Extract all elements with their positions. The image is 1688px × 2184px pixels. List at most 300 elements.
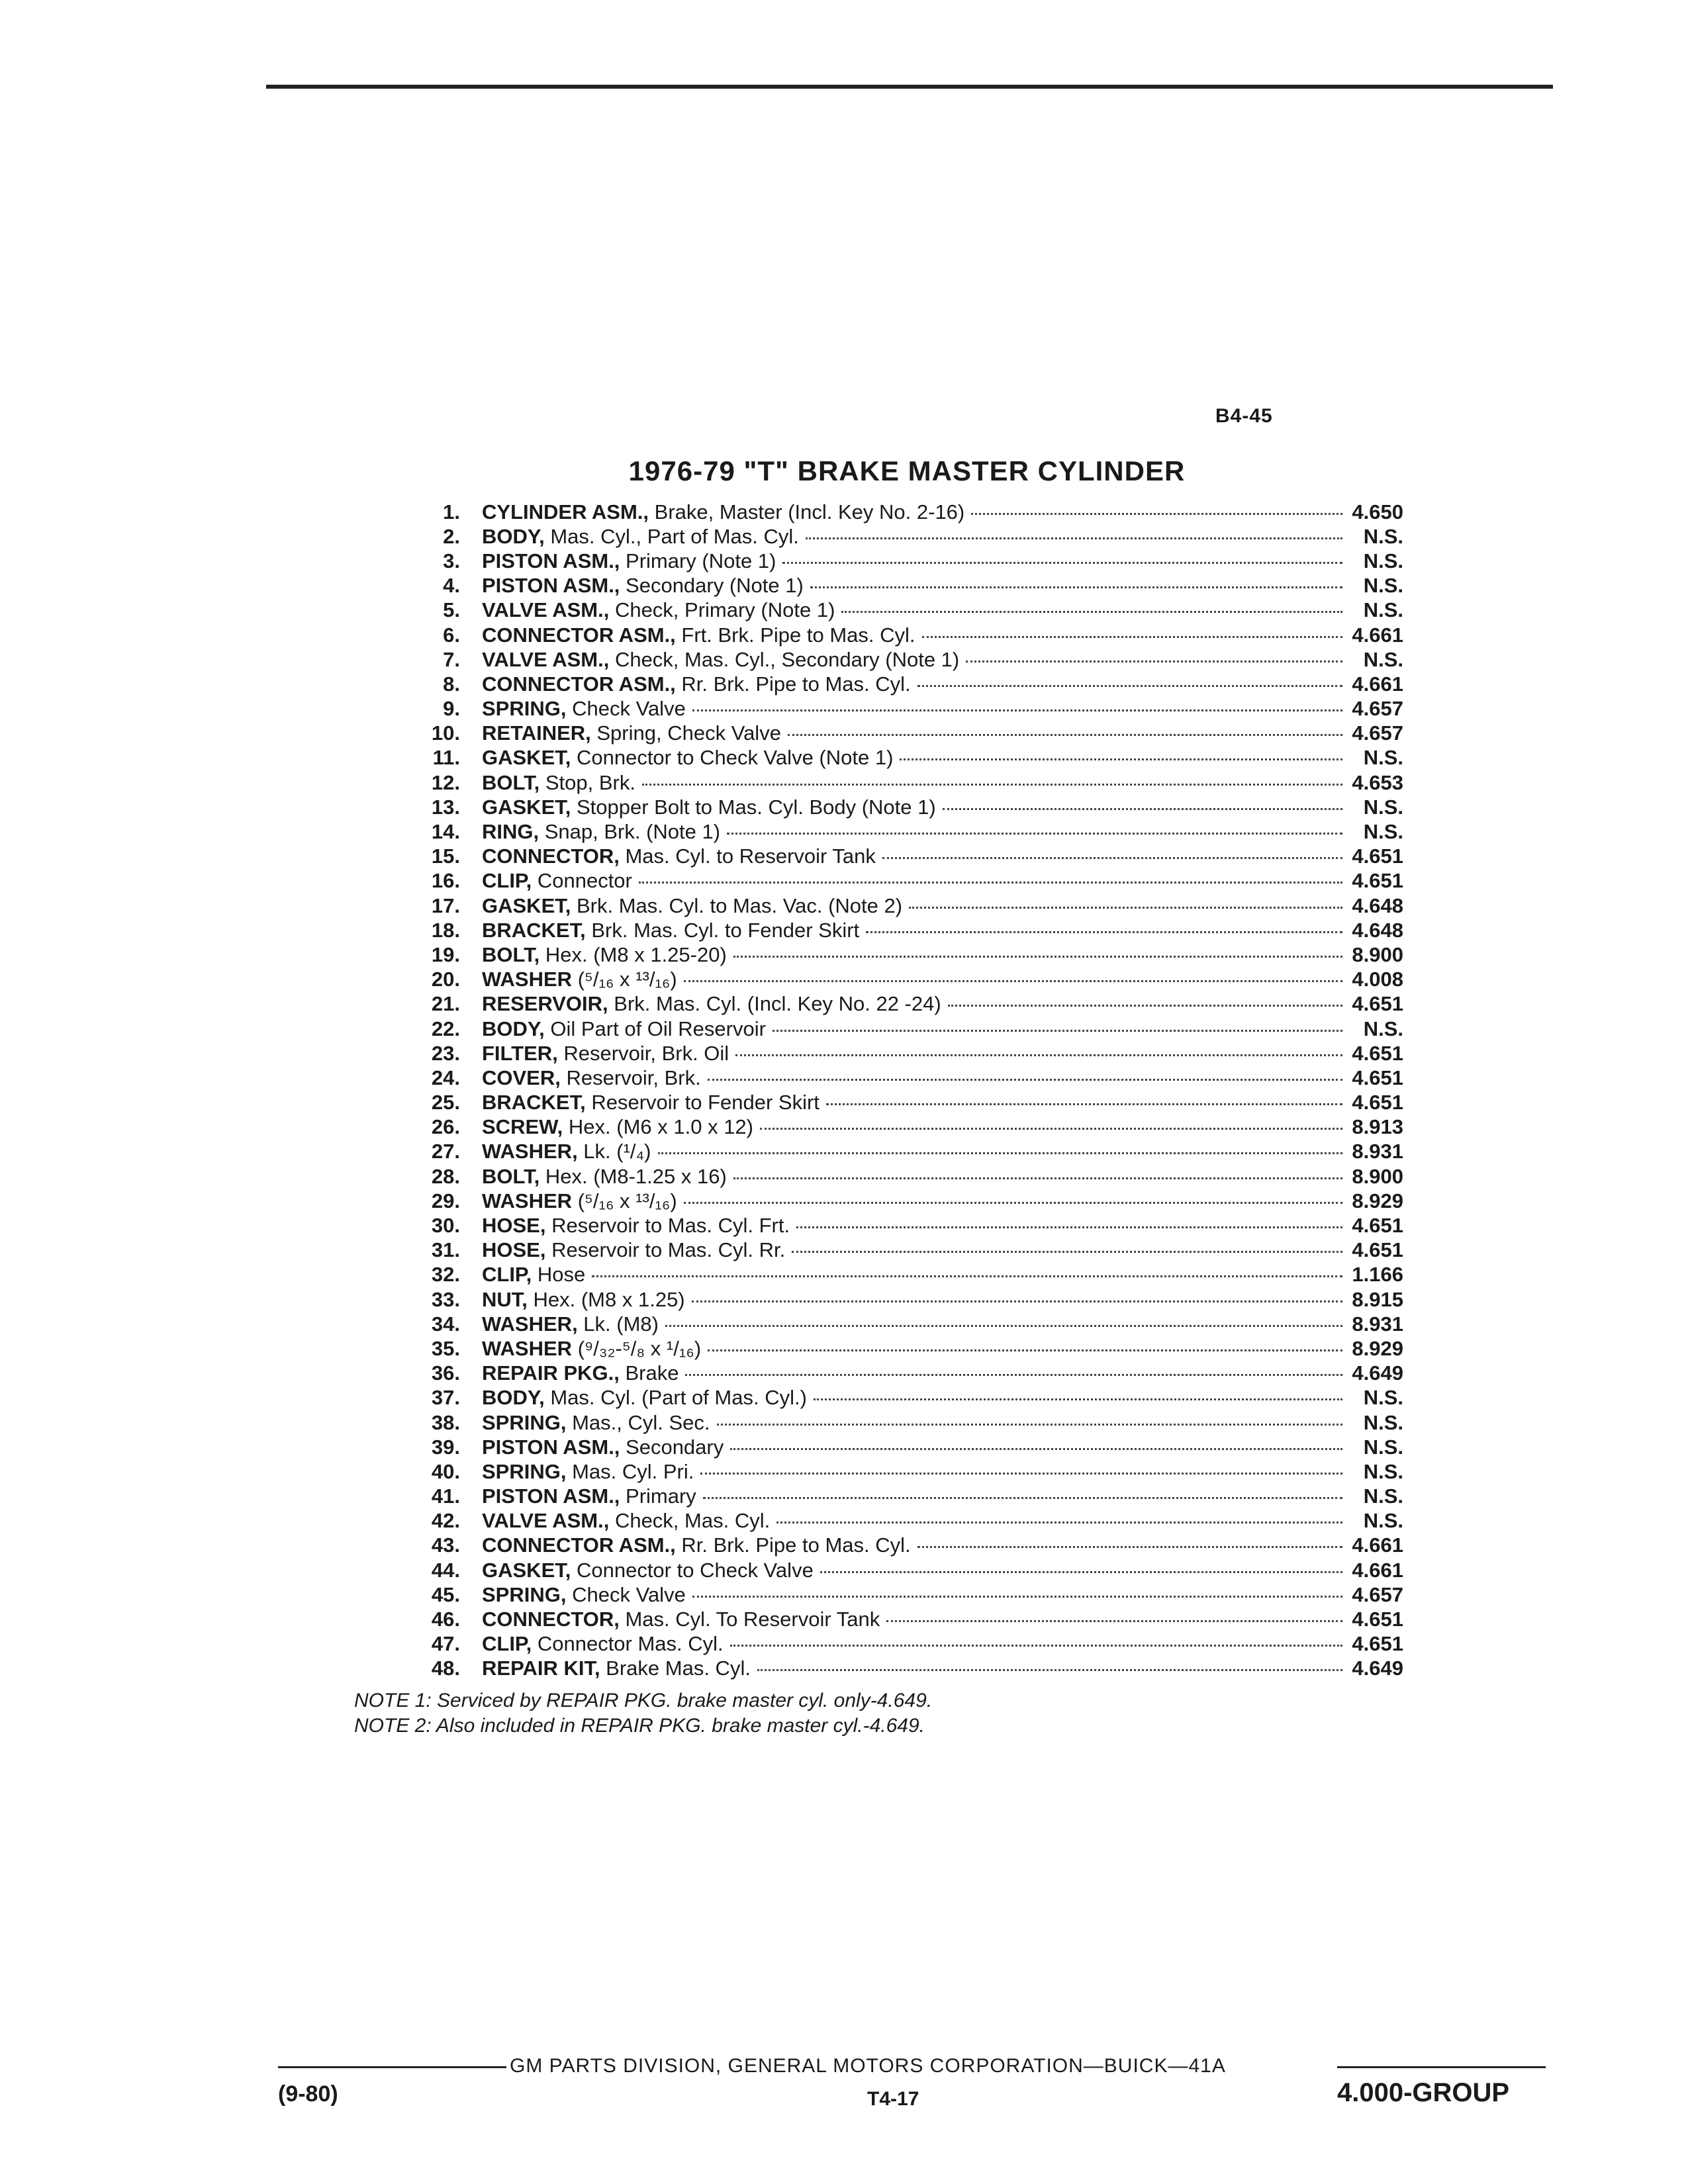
part-group-number: 8.900 [1352,942,1403,966]
part-description [482,672,1349,696]
part-name: BOLT, [482,942,540,966]
part-key-number: 38. [431,1410,460,1434]
part-group-number: 8.929 [1352,1189,1403,1212]
part-group-number: N.S. [1363,574,1403,598]
part-name: RESERVOIR, [482,992,608,1016]
part-description [482,771,1349,795]
part-group-number: N.S. [1363,549,1403,572]
part-group-number: 4.651 [1352,869,1403,893]
part-text [482,1484,696,1508]
part-text [482,1460,694,1484]
dot-leader [886,1620,1342,1622]
dot-leader [796,1226,1342,1228]
part-description [482,1632,1349,1656]
part-name: CLIP, [482,1263,532,1287]
part-text [482,672,911,696]
part-row [397,819,1417,844]
part-description [482,697,1349,721]
part-name: PISTON ASM., [482,1484,620,1508]
part-key-number: 37. [431,1386,460,1410]
part-text [482,746,893,770]
part-description [482,1608,1349,1631]
part-group-number: 4.651 [1352,1214,1403,1238]
part-name: REPAIR KIT, [482,1657,600,1680]
part-group-number: 8.915 [1352,1287,1403,1311]
part-group-number: 4.651 [1352,1608,1403,1631]
part-row [397,1263,1417,1287]
part-description [482,1165,1349,1189]
part-text [482,574,804,598]
part-text [482,943,727,967]
part-text [482,1632,724,1656]
part-group-number: N.S. [1363,1386,1403,1410]
dot-leader [782,562,1342,564]
part-description [482,1214,1349,1238]
part-text [482,500,964,524]
part-name: GASKET, [482,746,571,770]
part-description [482,1066,1349,1090]
part-group-number: 4.649 [1352,1361,1403,1385]
part-name: CYLINDER ASM., [482,500,649,523]
part-row [397,869,1417,893]
part-key-number: 11. [432,746,460,770]
part-text [482,1042,729,1066]
part-row [397,1287,1417,1312]
part-row [397,746,1417,770]
parts-list [397,500,1417,1681]
part-detail: Reservoir, Brk. Oil [557,1041,729,1065]
part-detail: Reservoir, Brk. [560,1066,701,1089]
part-detail: Brk. Mas. Cyl. (Incl. Key No. 22 -24) [608,992,941,1016]
part-description [482,1017,1349,1041]
part-detail: Lk. (M8) [577,1312,659,1336]
part-group-number: 8.931 [1352,1140,1403,1163]
part-key-number: 31. [431,1238,460,1262]
part-key-number: 2. [443,524,460,548]
part-description [482,1238,1349,1262]
part-row [397,647,1417,672]
part-key-number: 8. [443,672,460,696]
part-name: BODY, [482,1017,545,1040]
part-name: NUT, [482,1287,528,1311]
part-text [482,549,776,573]
part-description [482,1337,1349,1361]
part-key-number: 6. [443,623,460,647]
part-group-number: N.S. [1363,524,1403,548]
part-detail: (⁹/₃₂-⁵/₈ x ¹/₁₆) [572,1336,702,1360]
dot-leader [708,1349,1342,1351]
part-detail: (⁵/₁₆ x ¹³/₁₆) [572,1189,677,1212]
part-key-number: 28. [431,1164,460,1188]
footer-page-number: T4-17 [867,2088,919,2110]
part-group-number: 4.653 [1352,770,1403,794]
part-name: CONNECTOR ASM., [482,672,676,696]
dot-leader [665,1325,1342,1327]
part-detail: Mas., Cyl. Sec. [566,1410,710,1434]
part-name: BODY, [482,1386,545,1410]
part-text [482,1288,685,1312]
part-group-number: N.S. [1363,1017,1403,1040]
part-key-number: 23. [431,1041,460,1065]
part-name: BRACKET, [482,918,586,942]
part-detail: Mas. Cyl. To Reservoir Tank [619,1608,880,1631]
part-key-number: 29. [431,1189,460,1212]
part-group-number: 4.661 [1352,623,1403,647]
part-row [397,549,1417,573]
part-text [482,1214,790,1238]
part-row [397,1410,1417,1435]
part-row [397,1189,1417,1213]
part-name: BRACKET, [482,1091,586,1115]
part-detail: Rr. Brk. Pipe to Mas. Cyl. [675,1533,911,1557]
part-text [482,1386,807,1410]
dot-leader [948,1005,1342,1007]
part-key-number: 42. [431,1509,460,1533]
part-detail: Lk. (¹/₄) [577,1140,651,1163]
dot-leader [692,1596,1342,1598]
part-name: VALVE ASM., [482,598,610,622]
dot-leader [760,1128,1342,1130]
part-text [482,1091,820,1115]
part-description [482,820,1349,844]
part-text [482,623,915,647]
part-key-number: 14. [431,820,460,844]
part-row [397,1484,1417,1509]
part-name: FILTER, [482,1041,558,1065]
dot-leader [773,1030,1342,1032]
part-description [482,598,1349,622]
part-text [482,1583,686,1607]
part-text [482,1312,659,1336]
part-name: WASHER [482,1189,573,1212]
part-group-number: 8.931 [1352,1312,1403,1336]
part-group-number: N.S. [1363,1484,1403,1508]
part-group-number: 4.008 [1352,968,1403,991]
dot-leader [592,1275,1342,1277]
part-group-number: 4.657 [1352,697,1403,721]
dot-leader [814,1398,1342,1400]
part-detail: Spring, Check Valve [590,721,781,745]
part-group-number: 1.166 [1352,1263,1403,1287]
part-row [397,1213,1417,1238]
part-detail: Frt. Brk. Pipe to Mas. Cyl. [675,623,915,647]
part-description [482,943,1349,967]
part-key-number: 22. [431,1017,460,1040]
dot-leader [692,709,1342,711]
part-detail: Connector [532,869,632,893]
part-name: VALVE ASM., [482,1509,610,1533]
part-key-number: 17. [431,893,460,917]
part-text [482,968,677,991]
part-key-number: 19. [431,942,460,966]
part-name: SPRING, [482,697,567,721]
part-name: CLIP, [482,1632,532,1656]
part-key-number: 45. [431,1582,460,1606]
part-name: SCREW, [482,1115,563,1139]
part-row [397,770,1417,795]
part-description [482,869,1349,893]
part-detail: Snap, Brk. (Note 1) [539,820,721,844]
part-text [482,1165,727,1189]
page-title [0,455,1688,487]
part-description [482,1484,1349,1508]
dot-leader [692,1300,1342,1302]
part-row [397,1657,1417,1681]
part-key-number: 20. [431,968,460,991]
part-group-number: 4.657 [1352,721,1403,745]
part-name: SPRING, [482,1582,567,1606]
part-key-number: 26. [431,1115,460,1139]
part-description [482,894,1349,918]
part-description [482,968,1349,991]
dot-leader [733,956,1342,958]
part-key-number: 48. [431,1657,460,1680]
part-text [482,721,781,745]
part-key-number: 4. [443,574,460,598]
part-group-number: 4.651 [1352,1041,1403,1065]
part-text [482,1657,751,1680]
part-row [397,844,1417,869]
part-group-number: N.S. [1363,820,1403,844]
part-name: CONNECTOR, [482,1608,620,1631]
part-text [482,992,941,1016]
part-group-number: 4.651 [1352,844,1403,868]
part-group-number: 4.657 [1352,1582,1403,1606]
part-key-number: 30. [431,1214,460,1238]
part-name: RING, [482,820,539,844]
part-description [482,500,1349,524]
part-description [482,1140,1349,1163]
part-group-number: 4.651 [1352,1632,1403,1656]
part-row [397,893,1417,918]
dot-leader [730,1645,1342,1647]
part-row [397,1312,1417,1336]
part-description [482,1189,1349,1213]
dot-leader [642,784,1342,786]
part-row [397,1582,1417,1607]
dot-leader [717,1424,1342,1426]
footer-group: 4.000-GROUP [1337,2078,1510,2107]
part-description [482,525,1349,549]
dot-leader [917,1546,1342,1548]
part-detail: Reservoir to Mas. Cyl. Frt. [545,1214,790,1238]
page-title-text: 1976-79 "T" BRAKE MASTER CYLINDER [628,455,1186,486]
part-key-number: 44. [431,1558,460,1582]
part-name: GASKET, [482,893,571,917]
part-detail: Connector to Check Valve [571,1558,814,1582]
dot-leader [922,636,1342,638]
part-row [397,1386,1417,1410]
part-detail: Brk. Mas. Cyl. to Fender Skirt [585,918,860,942]
part-detail: Reservoir to Fender Skirt [585,1091,820,1115]
part-key-number: 21. [431,992,460,1016]
dot-leader [685,1374,1342,1376]
part-key-number: 13. [431,795,460,819]
page-code: B4-45 [1215,405,1273,427]
part-text [482,1559,814,1582]
part-name: CONNECTOR, [482,844,620,868]
part-text [482,1238,785,1262]
dot-leader [966,660,1342,662]
part-group-number: 4.650 [1352,500,1403,523]
part-detail: Check, Primary (Note 1) [609,598,835,622]
part-text [482,598,835,622]
part-key-number: 7. [443,647,460,671]
part-text [482,796,936,819]
dot-leader [806,537,1342,539]
notes [354,1688,932,1739]
part-description [482,746,1349,770]
part-group-number: N.S. [1363,1509,1403,1533]
part-group-number: 4.651 [1352,1066,1403,1089]
part-detail: Hex. (M6 x 1.0 x 12) [563,1115,754,1139]
part-row [397,672,1417,696]
dot-leader [776,1522,1342,1524]
dot-leader [810,586,1342,588]
dot-leader [866,931,1342,933]
part-row [397,992,1417,1017]
part-key-number: 25. [431,1091,460,1115]
dot-leader [684,1202,1342,1204]
part-description [482,1411,1349,1435]
part-text [482,1337,701,1361]
part-key-number: 18. [431,918,460,942]
part-row [397,1115,1417,1140]
part-row [397,1459,1417,1484]
part-group-number: 8.929 [1352,1336,1403,1360]
part-group-number: N.S. [1363,1435,1403,1459]
part-text [482,1608,880,1631]
part-detail: Primary (Note 1) [620,549,776,572]
part-group-number: 4.661 [1352,1533,1403,1557]
note-1: NOTE 1: Serviced by REPAIR PKG. brake master cyl. only-4.649. [354,1690,933,1711]
part-text [482,1140,651,1163]
part-row [397,1336,1417,1361]
dot-leader [658,1152,1342,1154]
part-row [397,1066,1417,1090]
part-description [482,992,1349,1016]
part-text [482,894,902,918]
part-key-number: 15. [431,844,460,868]
part-key-number: 1. [443,500,460,523]
part-key-number: 39. [431,1435,460,1459]
dot-leader [733,1177,1342,1179]
part-row [397,1017,1417,1041]
part-description [482,1263,1349,1287]
part-name: RETAINER, [482,721,591,745]
part-text [482,1509,770,1533]
part-text [482,1066,701,1090]
part-text [482,1263,585,1287]
part-description [482,796,1349,819]
part-name: HOSE, [482,1214,546,1238]
part-row [397,918,1417,942]
dot-leader [700,1473,1342,1475]
part-group-number: 4.661 [1352,672,1403,696]
part-row [397,942,1417,967]
dot-leader [708,1079,1342,1081]
part-text [482,1189,677,1213]
dot-leader [639,882,1342,884]
part-name: PISTON ASM., [482,1435,620,1459]
part-row [397,1238,1417,1263]
part-text [482,771,635,795]
part-name: BOLT, [482,770,540,794]
part-description [482,721,1349,745]
dot-leader [735,1054,1342,1056]
part-detail: Mas. Cyl. Pri. [566,1459,694,1483]
part-name: GASKET, [482,1558,571,1582]
part-description [482,1115,1349,1139]
part-row [397,1091,1417,1115]
part-detail: (⁵/₁₆ x ¹³/₁₆) [572,968,677,991]
top-rule [266,85,1553,89]
part-group-number: 4.649 [1352,1657,1403,1680]
part-row [397,1509,1417,1533]
part-row [397,1632,1417,1657]
part-description [482,1559,1349,1582]
part-detail: Connector Mas. Cyl. [532,1632,724,1656]
part-detail: Brake Mas. Cyl. [600,1657,751,1680]
part-row [397,795,1417,819]
part-group-number: 4.651 [1352,1091,1403,1115]
part-key-number: 35. [431,1336,460,1360]
dot-leader [730,1448,1342,1450]
part-group-number: N.S. [1363,795,1403,819]
part-key-number: 9. [443,697,460,721]
part-name: WASHER [482,1336,573,1360]
part-detail: Mas. Cyl., Part of Mas. Cyl. [544,524,799,548]
part-row [397,1361,1417,1386]
part-group-number: 4.648 [1352,893,1403,917]
part-key-number: 5. [443,598,460,622]
part-description [482,1042,1349,1066]
part-name: CONNECTOR ASM., [482,623,676,647]
part-description [482,1533,1349,1557]
part-key-number: 3. [443,549,460,572]
part-text [482,1361,679,1385]
part-group-number: N.S. [1363,746,1403,770]
part-group-number: 4.648 [1352,918,1403,942]
part-name: HOSE, [482,1238,546,1262]
part-text [482,1017,766,1041]
part-row [397,1164,1417,1189]
dot-leader [943,808,1342,810]
dot-leader [727,833,1342,835]
dot-leader [841,611,1342,613]
dot-leader [882,857,1342,859]
part-name: SPRING, [482,1459,567,1483]
part-key-number: 12. [431,770,460,794]
part-description [482,549,1349,573]
part-description [482,1460,1349,1484]
part-description [482,844,1349,868]
dot-leader [971,513,1342,515]
dot-leader [788,734,1342,736]
part-name: VALVE ASM., [482,647,610,671]
part-description [482,1361,1349,1385]
part-name: WASHER, [482,1140,578,1163]
part-key-number: 24. [431,1066,460,1089]
part-detail: Check, Mas. Cyl., Secondary (Note 1) [609,647,960,671]
part-group-number: N.S. [1363,598,1403,622]
part-row [397,524,1417,549]
part-description [482,919,1349,942]
part-key-number: 46. [431,1608,460,1631]
part-text [482,844,876,868]
part-row [397,697,1417,721]
part-text [482,869,632,893]
